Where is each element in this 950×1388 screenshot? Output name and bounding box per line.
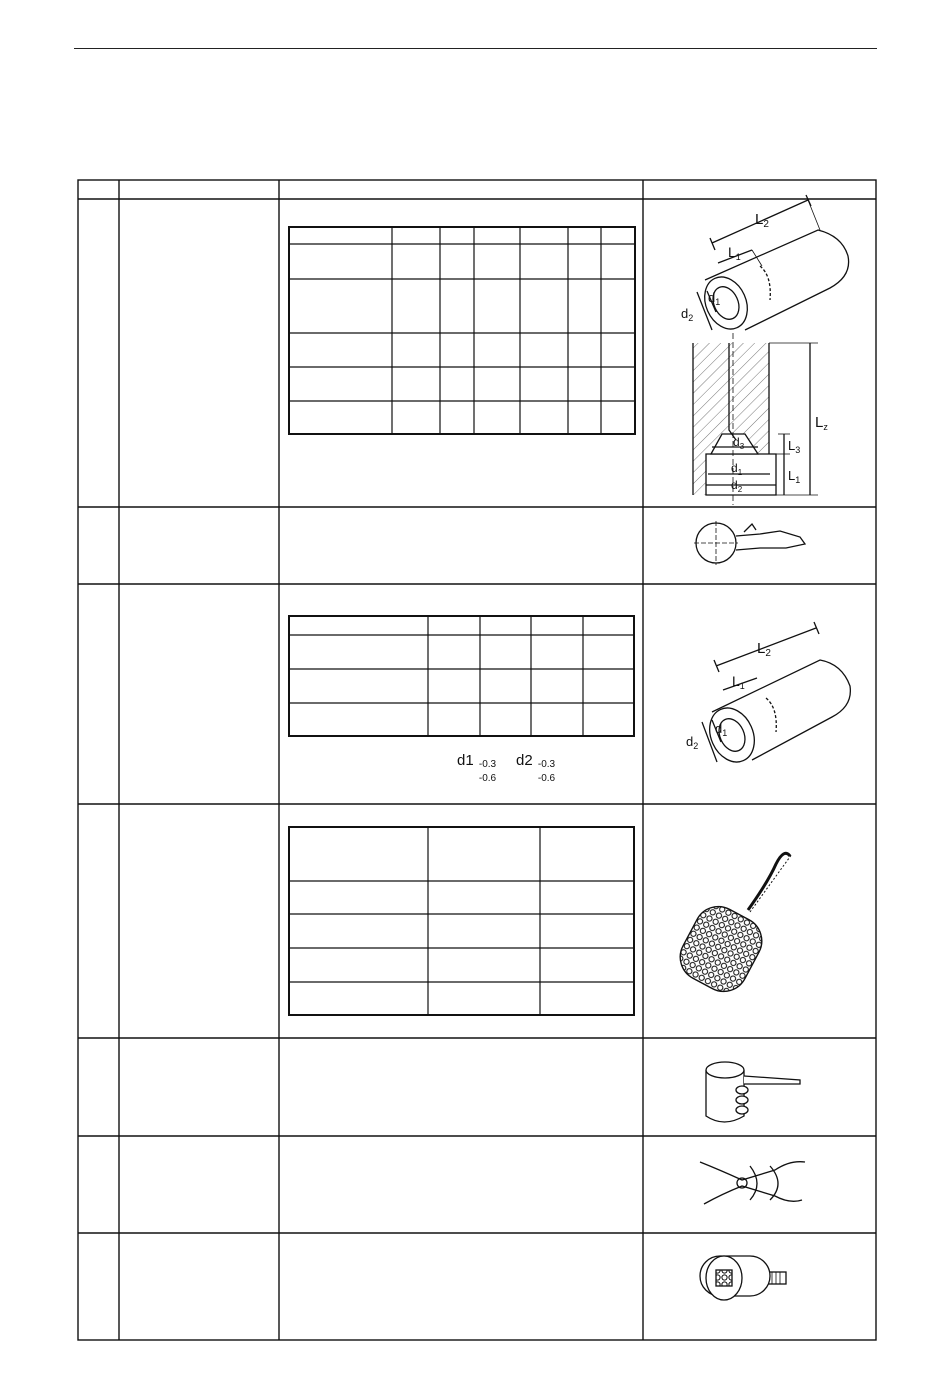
tolerance-d1-lower: -0.6 [478, 773, 497, 784]
label-Lz: $L_z$ [815, 414, 828, 432]
tolerance-d2-label: d2 [516, 752, 533, 769]
label-L2-b: $L_2$ [757, 640, 771, 659]
label-d1-section: $d_1$ [731, 461, 743, 477]
label-L2: $L_2$ [755, 211, 769, 230]
spec-table-3 [289, 827, 634, 1015]
spec-table-2 [289, 616, 634, 736]
ring-pliers-figure [700, 1162, 805, 1204]
valve-puller-figure [700, 1256, 786, 1300]
tolerance-d2-lower: -0.6 [537, 773, 556, 784]
scraper-figure [694, 521, 805, 565]
label-L3: $L_3$ [788, 438, 801, 455]
tolerance-d1-upper: -0.3 [478, 759, 497, 770]
bushing-figure-1 [697, 195, 849, 336]
spec-table-1 [289, 227, 635, 434]
label-L1-section: $L_1$ [788, 468, 801, 485]
label-L1: $L_1$ [728, 244, 741, 262]
bushing-figure-2 [701, 622, 850, 769]
label-d2: $d_2$ [681, 306, 694, 323]
label-d2-section: $d_2$ [731, 478, 743, 494]
label-d1-b: $d_1$ [715, 721, 728, 738]
tolerance-d2-upper: -0.3 [537, 759, 556, 770]
label-d3: $d_3$ [733, 435, 745, 451]
ring-compressor-figure [706, 1062, 800, 1122]
label-d1: $d_1$ [708, 290, 721, 307]
tolerance-note [457, 752, 571, 784]
tolerance-d1-label: d1 [457, 752, 474, 769]
label-d2-b: $d_2$ [686, 734, 699, 751]
honing-brush-figure [672, 853, 792, 1000]
label-L1-b: $L_1$ [732, 673, 745, 691]
